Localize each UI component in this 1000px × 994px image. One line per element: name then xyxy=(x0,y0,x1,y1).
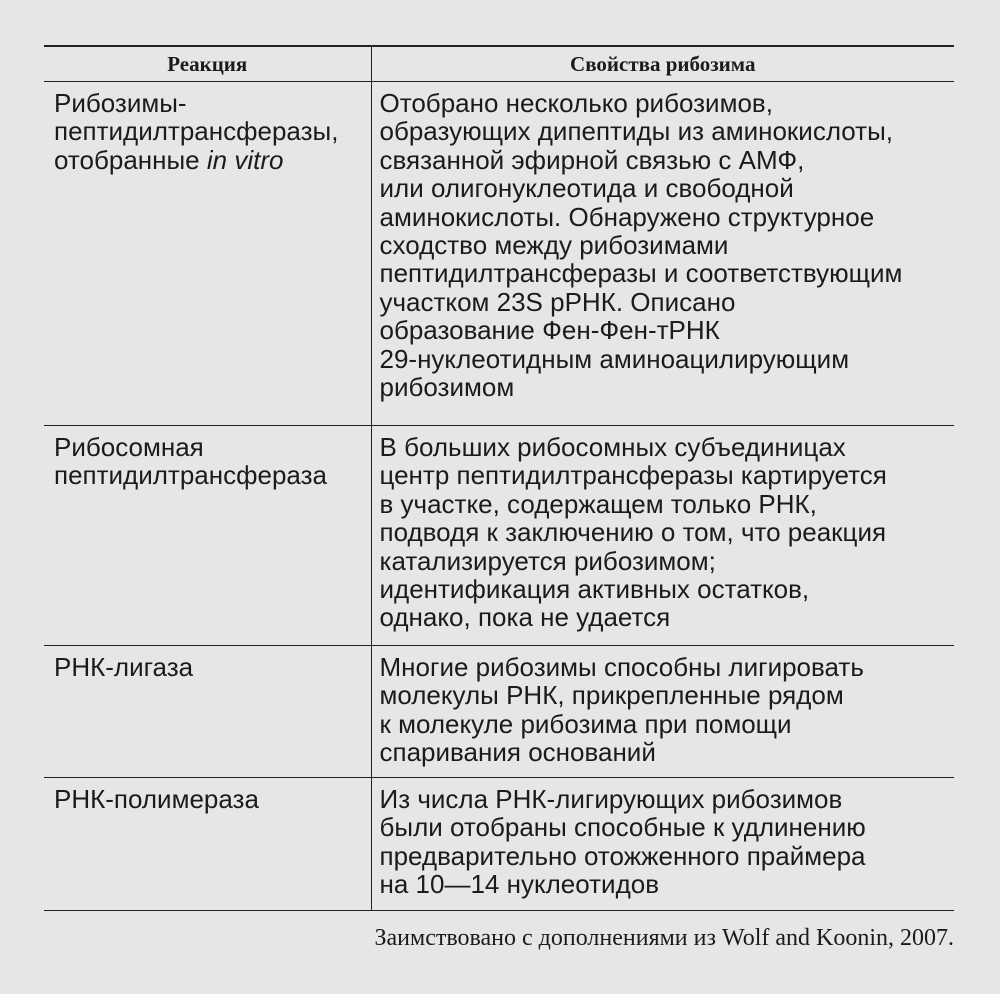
properties-line: были отобраны способные к удлинению xyxy=(379,812,866,843)
properties-line: образование Фен-Фен-тРНК xyxy=(379,315,720,346)
properties-cell xyxy=(371,778,954,911)
reaction-line: пептидилтрансферазы, xyxy=(54,116,339,147)
properties-line: сходство между рибозимами xyxy=(379,230,729,261)
properties-line: аминокислоты. Обнаружено структурное xyxy=(379,201,875,232)
reaction-line: Рибосомная xyxy=(54,432,204,462)
reaction-line: Рибозимы- xyxy=(54,88,187,118)
column-header-properties: Свойства рибозима xyxy=(371,46,954,82)
properties-line: к молекуле рибозима при помощи xyxy=(379,708,792,739)
reaction-line: пептидилтрансфераза xyxy=(54,460,327,491)
properties-line: 29-нуклеотидным аминоацилирующим xyxy=(379,343,850,374)
properties-line: образующих дипептиды из аминокислоты, xyxy=(379,116,893,147)
reaction-line: РНК-полимераза xyxy=(54,784,259,814)
reaction-cell xyxy=(44,646,371,778)
properties-line: спаривания оснований xyxy=(379,737,656,768)
properties-line: подводя к заключению о том, что реакция xyxy=(379,517,887,548)
properties-line: рибозимом xyxy=(379,372,515,403)
properties-line: связанной эфирной связью с АМФ, xyxy=(379,144,805,175)
properties-line: молекулы РНК, прикрепленные рядом xyxy=(379,680,844,711)
reaction-cell xyxy=(44,426,371,646)
properties-line: пептидилтрансферазы и соответствующим xyxy=(379,258,903,289)
properties-line: катализируется рибозимом; xyxy=(379,545,716,576)
source-caption: Заимствовано с дополнениями из Wolf and Koonin, 2007. xyxy=(374,925,954,951)
reaction-line-text: отобранные xyxy=(54,144,207,175)
properties-line: участком 23S рРНК. Описано xyxy=(379,286,736,317)
properties-line: предварительно отожженного праймера xyxy=(379,840,866,871)
ribozyme-table xyxy=(44,45,954,911)
table-header-row xyxy=(44,46,954,82)
properties-line: или олигонуклеотида и свободной xyxy=(379,173,794,204)
reaction-line: РНК-лигаза xyxy=(54,652,194,682)
properties-line: на 10—14 нуклеотидов xyxy=(379,869,660,900)
table-row xyxy=(44,778,954,911)
properties-cell xyxy=(371,426,954,646)
properties-cell xyxy=(371,646,954,778)
reaction-line xyxy=(54,146,365,174)
reaction-cell xyxy=(44,82,371,426)
column-header-reaction: Реакция xyxy=(44,46,371,82)
properties-line: Отобрано несколько рибозимов, xyxy=(379,88,773,118)
in-vitro-italic: in vitro xyxy=(206,144,284,175)
properties-line: Из числа РНК-лигирующих рибозимов xyxy=(379,784,843,814)
properties-line: идентификация активных остатков, xyxy=(379,574,810,605)
properties-line: в участке, содержащем только РНК, xyxy=(379,488,817,519)
table-row xyxy=(44,82,954,426)
reaction-cell xyxy=(44,778,371,911)
properties-line: однако, пока не удается xyxy=(379,602,671,633)
properties-cell xyxy=(371,82,954,426)
properties-line: центр пептидилтрансферазы картируется xyxy=(379,460,887,491)
table-row xyxy=(44,646,954,778)
properties-line: Многие рибозимы способны лигировать xyxy=(379,652,864,682)
properties-line: В больших рибосомных субъединицах xyxy=(379,432,846,462)
table-row xyxy=(44,426,954,646)
